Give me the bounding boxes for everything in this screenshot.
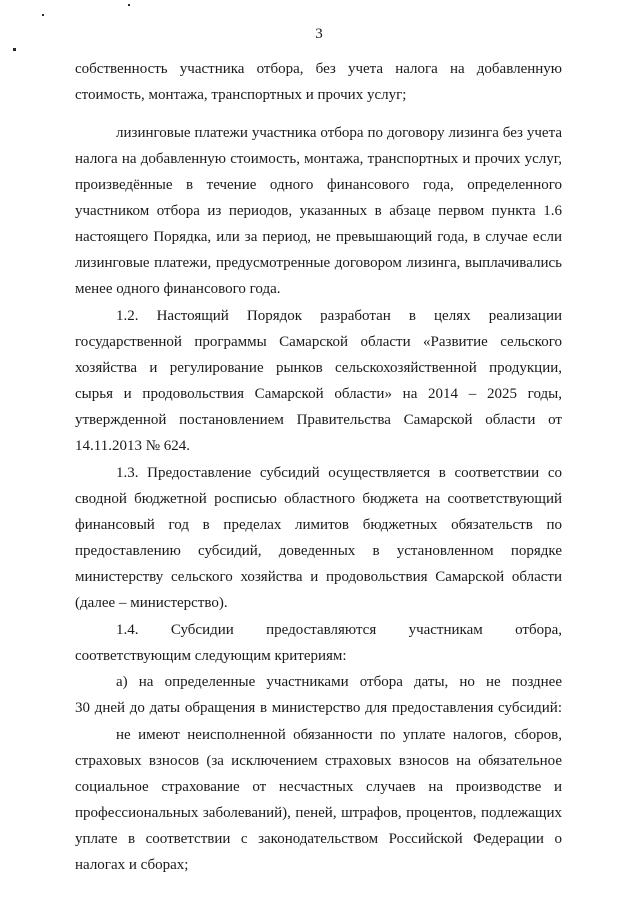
text-line: 14.11.2013 № 624. xyxy=(75,438,191,454)
text-line: страховых взносов (за исключением страховых взносов на обязательное xyxy=(75,753,562,769)
text-line: сырья и продовольствия Самарской области» на 2014 – 2025 годы, xyxy=(75,386,562,402)
paragraph-first-line: 1.2. Настоящий Порядок разработан в целях реализации xyxy=(116,308,562,324)
text-line: налогах и сборах; xyxy=(75,857,189,873)
paragraph-first-line: не имеют неисполненной обязанности по уплате налогов, сборов, xyxy=(116,727,562,743)
scan-speck-left xyxy=(13,48,16,51)
text-line: участником отбора из периодов, указанных в абзаце первом пункта 1.6 xyxy=(75,203,562,219)
paragraph-first-line: лизинговые платежи участника отбора по договору лизинга без учета xyxy=(116,125,562,141)
scan-speck-top xyxy=(42,14,44,16)
text-line: уплате в соответствии с законодательством Российской Федерации о xyxy=(75,831,562,847)
text-line: произведённые в течение одного финансового года, определенного xyxy=(75,177,562,193)
text-line: государственной программы Самарской области «Развитие сельского xyxy=(75,334,562,350)
text-line: соответствующим следующим критериям: xyxy=(75,648,347,664)
text-line: хозяйства и регулирование рынков сельскохозяйственной продукции, xyxy=(75,360,562,376)
text-line: сводной бюджетной росписью областного бюджета на соответствующий xyxy=(75,491,562,507)
text-line: (далее – министерство). xyxy=(75,595,228,611)
text-line: собственность участника отбора, без учета налога на добавленную xyxy=(75,61,562,77)
text-line: утвержденной постановлением Правительства Самарской области от xyxy=(75,412,562,428)
text-line: предоставлению субсидий, доведенных в установленном порядке xyxy=(75,543,562,559)
text-line: менее одного финансового года. xyxy=(75,281,281,297)
text-line: 30 дней до даты обращения в министерство для предоставления субсидий: xyxy=(75,700,562,716)
text-line: лизинговые платежи, предусмотренные договором лизинга, выплачивались xyxy=(75,255,562,271)
paragraph-first-line: а) на определенные участниками отбора даты, но не позднее xyxy=(116,674,562,690)
text-line: социальное страхование от несчастных случаев на производстве и xyxy=(75,779,562,795)
text-line: стоимость, монтажа, транспортных и прочих услуг; xyxy=(75,87,407,103)
text-line: настоящего Порядка, или за период, не превышающий года, в случае если xyxy=(75,229,562,245)
text-line: министерству сельского хозяйства и продовольствия Самарской области xyxy=(75,569,562,585)
paragraph-first-line: 1.3. Предоставление субсидий осуществляется в соответствии со xyxy=(116,465,562,481)
paragraph-first-line: 1.4. Субсидии предоставляются участникам отбора, xyxy=(116,622,562,638)
page-number: 3 xyxy=(315,26,323,42)
text-line: профессиональных заболеваний), пеней, штрафов, процентов, подлежащих xyxy=(75,805,562,821)
scan-speck-top-mid xyxy=(128,4,130,6)
text-line: налога на добавленную стоимость, монтажа, транспортных и прочих услуг, xyxy=(75,151,562,167)
text-line: финансовый год в пределах лимитов бюджетных обязательств по xyxy=(75,517,562,533)
